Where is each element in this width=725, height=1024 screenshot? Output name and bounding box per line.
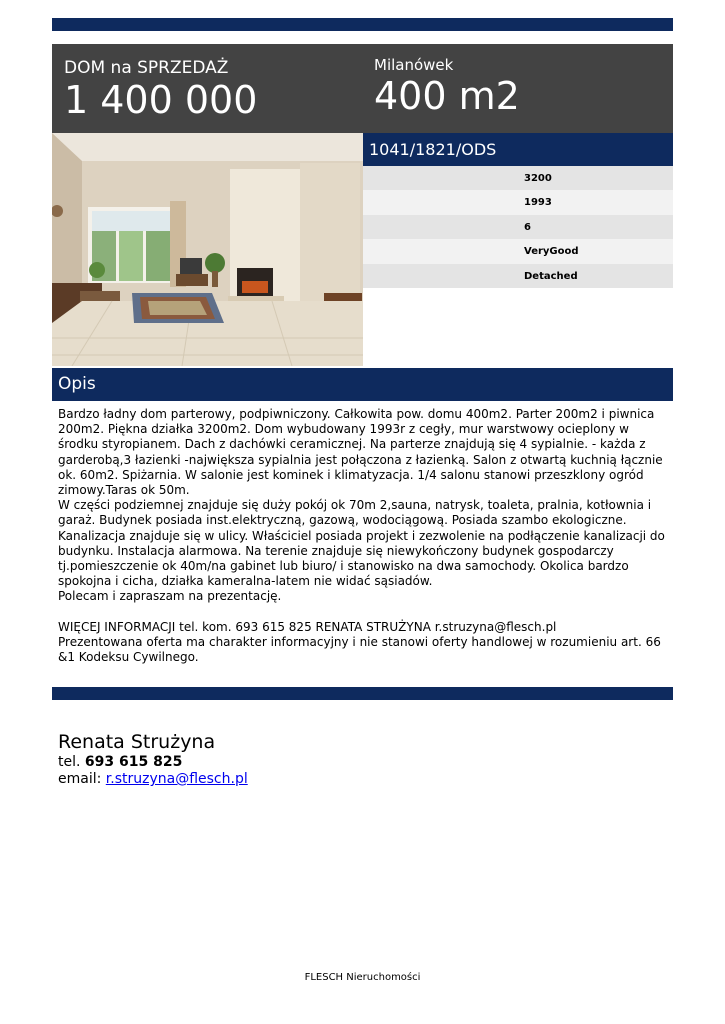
- listing-area: 400 m2: [374, 74, 520, 118]
- detail-value: 3200: [524, 173, 552, 184]
- detail-value: Detached: [524, 270, 578, 282]
- footer-company: FLESCH Nieruchomości: [304, 972, 421, 983]
- top-accent-bar: [52, 18, 673, 31]
- detail-value: VeryGood: [524, 246, 579, 258]
- listing-type: DOM na SPRZEDAŻ: [64, 58, 229, 78]
- description-spacer: [58, 605, 668, 620]
- description-heading-bar: [52, 368, 673, 401]
- listing-city: Milanówek: [374, 56, 454, 74]
- detail-row-plot-area: [363, 166, 673, 190]
- agent-phone: 693 615 825: [84, 754, 183, 770]
- listing-header: [52, 44, 673, 133]
- detail-row-year-built: [363, 190, 673, 214]
- agent-email-link[interactable]: r.struzyna@flesch.pl: [105, 771, 248, 787]
- detail-row-condition: [363, 239, 673, 263]
- details-table: [363, 166, 673, 288]
- description-heading: Opis: [58, 374, 96, 394]
- agent-phone-line: [58, 754, 248, 771]
- detail-value: 6: [524, 221, 531, 233]
- reference-number: 1041/1821/ODS: [369, 140, 497, 159]
- reference-number-bar: [363, 133, 673, 166]
- detail-row-rooms: [363, 215, 673, 239]
- agent-email-line: [58, 771, 248, 788]
- property-photo: [52, 133, 363, 366]
- email-label: email:: [58, 771, 102, 787]
- detail-value: 1993: [524, 197, 552, 209]
- description-paragraph: Bardzo ładny dom parterowy, podpiwniczony. Całkowita pow. domu 400m2. Parter 200m2 i piwnica 200m2. Piękna działka 3200m2. Dom wybudowany 1993r z cegły, mur warstwowy ocieplony w środku styropianem. Dach z dachówki ceramicznej. Na parterze znajdują się 4 sypialnie. - każda z garderobą,3 łazienki -największa sypialnia jest połączona z łazienką. Salon z otwartą kuchnią łącznie ok. 60m2. Spiżarnia. W salonie jest kominek i klimatyzacja. 1/4 salonu stanowi przeszklony ogród zimowy.Taras ok 50m. W części podziemnej znajduje się duży pokój ok 70m 2,sauna, natrysk, toaleta, pralnia, kotłownia i garaż. Budynek posiada inst.elektryczną, gazową, wodociągową. Posiada szambo ekologiczne. Kanalizacja znajduje się w ulicy. Właściciel posiada projekt i zezwolenie na podłączenie kanalizacji do budynku. Instalacja alarmowa. Na terenie znajduje się niewykończony budynek gospodarczy tj.pomieszczenie ok 40m/na gabinet lub biuro/ i stanowisko na dwa samochody. Okolica bardzo spokojna i cicha, działka kameralna-latem nie widać sąsiadów. Polecam i zapraszam na prezentację.: [58, 407, 665, 604]
- detail-row-building-type: [363, 264, 673, 288]
- agent-contact: [58, 731, 248, 788]
- phone-label: tel.: [58, 754, 81, 770]
- listing-price: 1 400 000: [64, 78, 258, 122]
- description-paragraph: WIĘCEJ INFORMACJI tel. kom. 693 615 825 RENATA STRUŻYNA r.struzyna@flesch.pl Prezentowana oferta ma charakter informacyjny i nie stanowi oferty handlowej w rozumieniu art. 66 &1 Kodeksu Cywilnego.: [58, 619, 661, 665]
- bottom-accent-bar: [52, 687, 673, 700]
- description-body: [58, 407, 668, 665]
- agent-name: Renata Strużyna: [58, 731, 216, 753]
